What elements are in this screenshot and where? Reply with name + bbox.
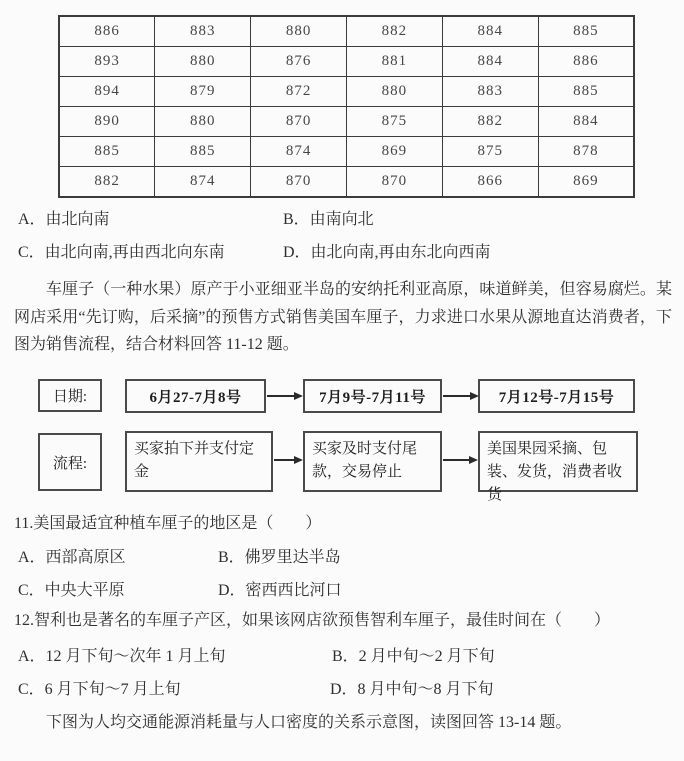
- table-cell: 874: [251, 137, 347, 167]
- flow-arrow-icon: [267, 395, 301, 397]
- q12-option-a: A．12 月下旬～次年 1 月上旬: [18, 648, 226, 665]
- q10-option-b: B．由南向北: [283, 211, 374, 228]
- table-cell: 893: [59, 47, 155, 77]
- table-cell: 869: [538, 167, 634, 198]
- table-cell: 870: [251, 107, 347, 137]
- table-cell: 880: [346, 77, 442, 107]
- table-cell: 884: [442, 47, 538, 77]
- flow-process-box-2: 买家及时支付尾款，交易停止: [303, 431, 442, 492]
- q11-stem: 11.美国最适宜种植车厘子的地区是（ ）: [14, 515, 322, 532]
- table-cell: 885: [59, 137, 155, 167]
- table-row: [59, 77, 634, 107]
- table-row: [59, 107, 634, 137]
- table-cell: 894: [59, 77, 155, 107]
- passage-cherries: 车厘子（一种水果）原产于小亚细亚半岛的安纳托利亚高原，味道鲜美，但容易腐烂。某网店采用“先订购，后采摘”的预售方式销售美国车厘子，力求进口水果从源地直达消费者，下图为销售流程，结合材料回答 11-12 题。: [14, 281, 672, 353]
- table-cell: 870: [346, 167, 442, 198]
- q11-option-d: D．密西西比河口: [218, 582, 342, 599]
- q12-option-d: D．8 月中旬～8 月下旬: [330, 681, 494, 698]
- q11-option-b: B．佛罗里达半岛: [218, 549, 341, 566]
- q10-option-d: D．由北向南,再由东北向西南: [283, 244, 491, 261]
- table-row: [59, 16, 634, 47]
- table-cell: 878: [538, 137, 634, 167]
- table-cell: 883: [155, 16, 251, 47]
- q12-option-b: B．2 月中旬～2 月下旬: [332, 648, 495, 665]
- flow-arrow-icon: [443, 459, 476, 461]
- flow-process-box-3: 美国果园采摘、包装、发货，消费者收货: [478, 431, 638, 492]
- table-cell: 886: [59, 16, 155, 47]
- table-cell: 885: [538, 77, 634, 107]
- q10-option-c: C．由北向南,再由西北向东南: [18, 244, 225, 261]
- table-cell: 882: [442, 107, 538, 137]
- flow-date-box-3: 7月12号-7月15号: [478, 379, 635, 413]
- table-cell: 879: [155, 77, 251, 107]
- table-row: [59, 167, 634, 198]
- table-cell: 890: [59, 107, 155, 137]
- table-cell: 880: [155, 107, 251, 137]
- table-cell: 874: [155, 167, 251, 198]
- flow-process-box-1: 买家拍下并支付定金: [125, 431, 273, 492]
- table-cell: 885: [155, 137, 251, 167]
- q10-option-a: A．由北向南: [18, 211, 110, 228]
- flow-arrow-icon: [274, 459, 301, 461]
- table-cell: 881: [346, 47, 442, 77]
- table-row: [59, 137, 634, 167]
- flow-date-box-1: 6月27-7月8号: [125, 379, 266, 413]
- table-cell: 869: [346, 137, 442, 167]
- flow-arrow-icon: [443, 395, 477, 397]
- q12-option-c: C．6 月下旬～7 月上旬: [18, 681, 181, 698]
- table-cell: 883: [442, 77, 538, 107]
- table-cell: 884: [538, 107, 634, 137]
- table-cell: 880: [155, 47, 251, 77]
- table-cell: 882: [346, 16, 442, 47]
- flow-date-box-2: 7月9号-7月11号: [303, 379, 442, 413]
- table-cell: 884: [442, 16, 538, 47]
- table-cell: 870: [251, 167, 347, 198]
- data-table: [58, 15, 635, 198]
- table-cell: 872: [251, 77, 347, 107]
- table-cell: 882: [59, 167, 155, 198]
- table-cell: 886: [538, 47, 634, 77]
- q11-option-a: A．西部高原区: [18, 549, 126, 566]
- flow-date-label: 日期:: [38, 379, 102, 412]
- table-cell: 885: [538, 16, 634, 47]
- table-cell: 876: [251, 47, 347, 77]
- table-cell: 875: [346, 107, 442, 137]
- table-row: [59, 47, 634, 77]
- q12-stem: 12.智利也是著名的车厘子产区，如果该网店欲预售智利车厘子，最佳时间在（ ）: [14, 612, 611, 629]
- q11-option-c: C．中央大平原: [18, 582, 125, 599]
- table-cell: 866: [442, 167, 538, 198]
- table-cell: 880: [251, 16, 347, 47]
- table-cell: 875: [442, 137, 538, 167]
- flow-process-label: 流程:: [38, 433, 102, 491]
- closing-line: 下图为人均交通能源消耗量与人口密度的关系示意图，读图回答 13-14 题。: [46, 714, 572, 731]
